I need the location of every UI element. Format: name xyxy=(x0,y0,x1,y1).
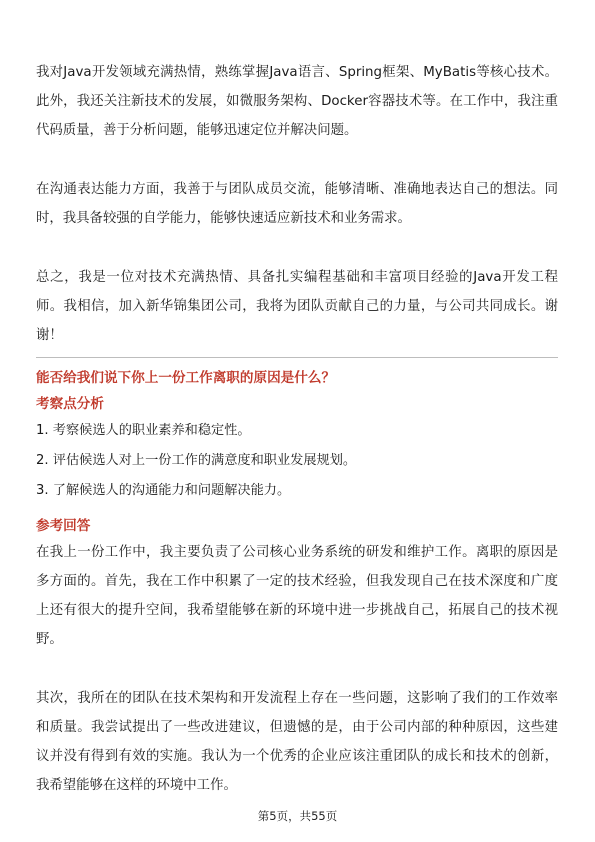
answer-paragraph-1: 在我上一份工作中，我主要负责了公司核心业务系统的研发和维护工作。离职的原因是多方面的。首先，我在工作中积累了一定的技术经验，但我发现自己在技术深度和广度上还有很大的提升空间，我希望能够在新的环境中进一步挑战自己，拓展自己的技术视野。 xyxy=(36,545,558,647)
analysis-item-1: 1. 考察候选人的职业素养和稳定性。 xyxy=(36,423,251,438)
paragraph-spacer xyxy=(36,145,558,175)
analysis-title: 考察点分析 xyxy=(36,396,104,412)
intro-paragraph-3: 总之，我是一位对技术充满热情、具备扎实编程基础和丰富项目经验的Java开发工程师。我相信，加入新华锦集团公司，我将为团队贡献自己的力量，与公司共同成长。谢谢！ xyxy=(36,270,558,343)
answer-title: 参考回答 xyxy=(36,518,91,534)
intro-paragraph-1: 我对Java开发领域充满热情，熟练掌握Java语言、Spring框架、MyBatis等核心技术。此外，我还关注新技术的发展，如微服务架构、Docker容器技术等。在工作中，我注重代码质量，善于分析问题，能够迅速定位并解决问题。 xyxy=(36,65,558,138)
section-divider xyxy=(36,357,558,358)
paragraph-spacer xyxy=(36,654,558,684)
page-number: 第5页，共55页 xyxy=(257,809,338,823)
analysis-item-2: 2. 评估候选人对上一份工作的满意度和职业发展规划。 xyxy=(36,453,357,468)
paragraph-spacer xyxy=(36,233,558,263)
answer-paragraph-2: 其次，我所在的团队在技术架构和开发流程上存在一些问题，这影响了我们的工作效率和质量。我尝试提出了一些改进建议，但遗憾的是，由于公司内部的种种原因，这些建议并没有得到有效的实施。我认为一个优秀的企业应该注重团队的成长和技术的创新，我希望能够在这样的环境中工作。 xyxy=(36,691,558,793)
intro-paragraph-2: 在沟通表达能力方面，我善于与团队成员交流，能够清晰、准确地表达自己的想法。同时，我具备较强的自学能力，能够快速适应新技术和业务需求。 xyxy=(36,182,558,226)
analysis-item-3: 3. 了解候选人的沟通能力和问题解决能力。 xyxy=(36,483,291,498)
page-content xyxy=(36,58,558,800)
answer-section xyxy=(36,514,558,800)
interview-question: 能否给我们说下你上一份工作离职的原因是什么？ xyxy=(36,370,336,386)
